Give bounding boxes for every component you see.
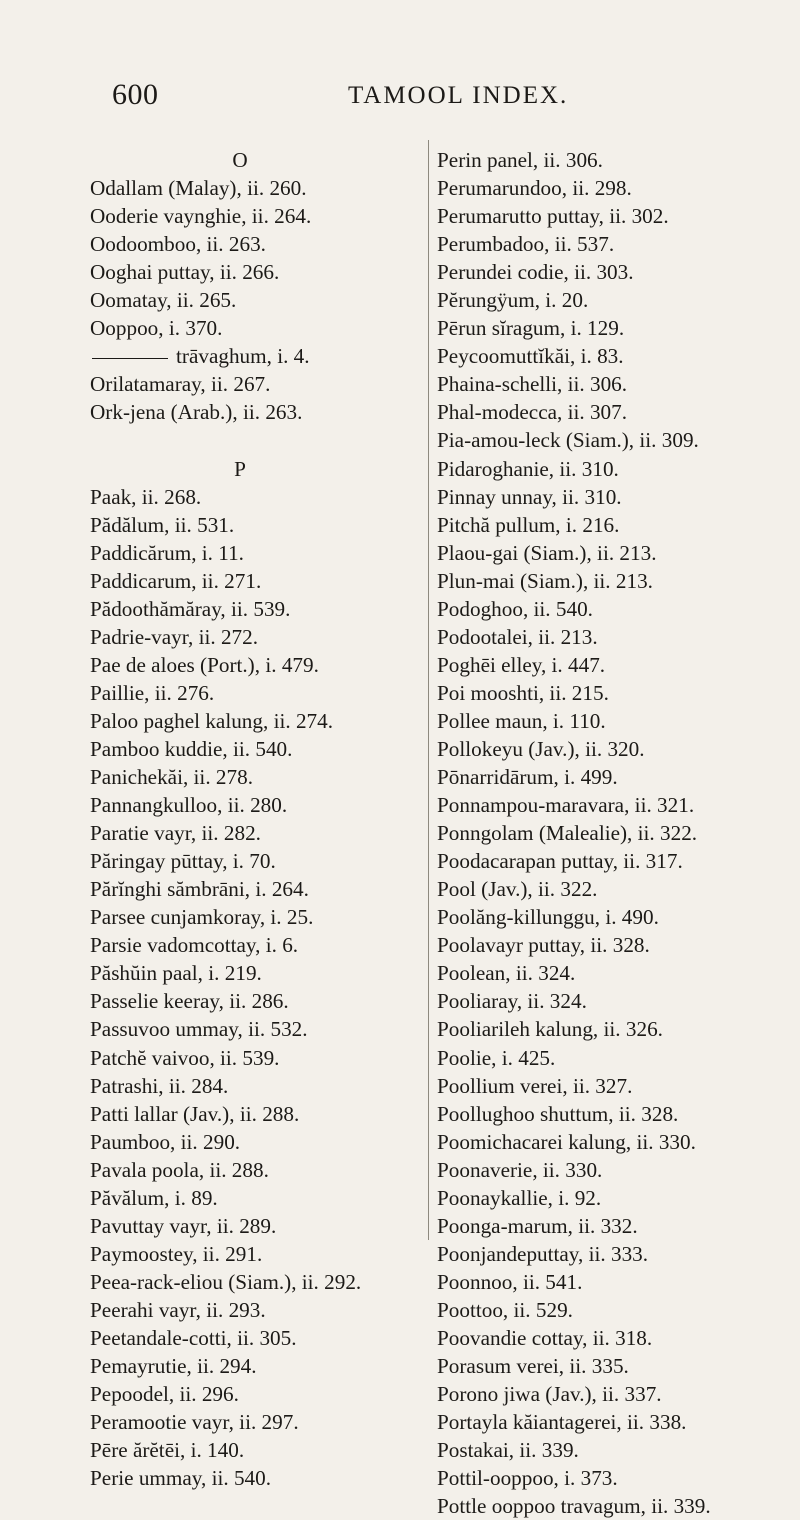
index-entry: Peramootie vayr, ii. 297. (90, 1410, 299, 1435)
index-entry: Passelie keeray, ii. 286. (90, 989, 289, 1014)
index-entry: Peerahi vayr, ii. 293. (90, 1297, 266, 1322)
index-entry: Parsee cunjamkoray, i. 25. (90, 905, 314, 930)
spacer (90, 426, 426, 454)
index-entry: Pannangkulloo, ii. 280. (90, 793, 288, 818)
index-entry: Poolie, i. 425. (437, 1045, 556, 1070)
index-entry: Poovandie cottay, ii. 318. (437, 1325, 653, 1350)
index-entry: Perumbadoo, ii. 537. (437, 232, 615, 257)
index-entry: Poonjandeputtay, ii. 333. (437, 1241, 649, 1266)
index-entry: Poghēi elley, i. 447. (437, 652, 606, 677)
index-entry: Păshŭin paal, i. 219. (90, 961, 262, 986)
index-entry: Ponngolam (Malealie), ii. 322. (437, 821, 698, 846)
index-entry: Patrashi, ii. 284. (90, 1073, 229, 1098)
index-entry: Paumboo, ii. 290. (90, 1129, 241, 1154)
index-entry: Pădălum, ii. 531. (90, 512, 235, 537)
index-entry: Peycoomuttĭkăi, i. 83. (437, 344, 624, 369)
index-entry: Porasum verei, ii. 335. (437, 1354, 629, 1379)
index-entry: Perundei codie, ii. 303. (437, 260, 634, 285)
index-entry: Oodoomboo, ii. 263. (90, 232, 266, 257)
index-entry: Pădoothămăray, ii. 539. (90, 596, 291, 621)
index-entry: Păringay pūttay, i. 70. (90, 849, 276, 874)
column-divider (428, 140, 429, 1240)
index-entry: Perumarundoo, ii. 298. (437, 176, 632, 201)
index-column-right (437, 146, 787, 1520)
index-entry: Paillie, ii. 276. (90, 680, 215, 705)
index-entry: Pepoodel, ii. 296. (90, 1382, 239, 1407)
index-entry: Pooliarileh kalung, ii. 326. (437, 1017, 663, 1042)
index-entry: Pool (Jav.), ii. 322. (437, 877, 598, 902)
index-entry: Ooderie vaynghie, ii. 264. (90, 204, 312, 229)
index-entry: Poolavayr puttay, ii. 328. (437, 933, 650, 958)
index-entry: Panichekăi, ii. 278. (90, 765, 253, 790)
index-entry: Parsie vadomcottay, i. 6. (90, 933, 299, 958)
index-entry: Pavuttay vayr, ii. 289. (90, 1213, 277, 1238)
index-entry: Pōnarridārum, i. 499. (437, 765, 618, 790)
index-entry: Poottoo, ii. 529. (437, 1297, 573, 1322)
index-entry: Phal-modecca, ii. 307. (437, 400, 628, 425)
index-entry: Paddicărum, i. 11. (90, 540, 244, 565)
index-entry: Poonaykallie, i. 92. (437, 1185, 602, 1210)
index-entry: Ponnampou-maravara, ii. 321. (437, 793, 695, 818)
index-entry: Phaina-schelli, ii. 306. (437, 372, 628, 397)
index-entry: Poi mooshti, ii. 215. (437, 680, 609, 705)
index-entry: Perie ummay, ii. 540. (90, 1466, 272, 1491)
index-entry: Păvălum, i. 89. (90, 1185, 218, 1210)
index-entry: Oomatay, ii. 265. (90, 288, 237, 313)
index-entry: Pooliaray, ii. 324. (437, 989, 587, 1014)
index-entry: Paak, ii. 268. (90, 484, 202, 509)
page-header (112, 78, 712, 118)
index-entry: Porono jiwa (Jav.), ii. 337. (437, 1382, 662, 1407)
index-entry: Pamboo kuddie, ii. 540. (90, 736, 293, 761)
index-entry: Poonga-marum, ii. 332. (437, 1213, 638, 1238)
index-entry: Pavala poola, ii. 288. (90, 1157, 269, 1182)
index-entry: Pinnay unnay, ii. 310. (437, 484, 622, 509)
index-entry: Ork-jena (Arab.), ii. 263. (90, 400, 303, 425)
index-entry: Paratie vayr, ii. 282. (90, 821, 261, 846)
index-entry-continuation (90, 342, 426, 370)
index-entry: Pemayrutie, ii. 294. (90, 1354, 257, 1379)
index-entry: Pērun sĭragum, i. 129. (437, 316, 625, 341)
index-entry: Podoghoo, ii. 540. (437, 596, 593, 621)
index-entry: Paymoostey, ii. 291. (90, 1241, 263, 1266)
index-entry: Portayla kăiantagerei, ii. 338. (437, 1410, 687, 1435)
index-entry: Pia-amou-leck (Siam.), ii. 309. (437, 428, 699, 453)
index-entry: Pidaroghanie, ii. 310. (437, 456, 619, 481)
index-entry: Paddicarum, ii. 271. (90, 568, 262, 593)
index-entry: Podootalei, ii. 213. (437, 624, 598, 649)
running-head: TAMOOL INDEX. (348, 82, 569, 109)
index-entry: Ooghai puttay, ii. 266. (90, 260, 280, 285)
index-entry: Poollughoo shuttum, ii. 328. (437, 1101, 679, 1126)
index-entry: Patti lallar (Jav.), ii. 288. (90, 1101, 300, 1126)
index-entry: Poomichacarei kalung, ii. 330. (437, 1129, 696, 1154)
index-column-left (90, 146, 426, 1492)
index-entry: Pitchă pullum, i. 216. (437, 512, 620, 537)
index-entry: Pollee maun, i. 110. (437, 708, 606, 733)
index-entry: Padrie-vayr, ii. 272. (90, 624, 259, 649)
index-entry: Poonaverie, ii. 330. (437, 1157, 603, 1182)
index-entry: Pottle ooppoo travagum, ii. 339. (437, 1494, 711, 1519)
index-entry: Peetandale-cotti, ii. 305. (90, 1325, 297, 1350)
index-entry: Poodacarapan puttay, ii. 317. (437, 849, 683, 874)
index-entry: Poonnoo, ii. 541. (437, 1269, 583, 1294)
section-letter: P (234, 456, 246, 481)
index-entry: Patchĕ vaivoo, ii. 539. (90, 1045, 280, 1070)
index-entry: Pottil-ooppoo, i. 373. (437, 1466, 618, 1491)
index-entry: Plaou-gai (Siam.), ii. 213. (437, 540, 657, 565)
index-entry: Părĭnghi sămbrāni, i. 264. (90, 877, 309, 902)
index-entry: Peea-rack-eliou (Siam.), ii. 292. (90, 1269, 362, 1294)
index-entry: Perumarutto puttay, ii. 302. (437, 204, 669, 229)
ditto-dash (92, 358, 168, 359)
index-entry: Poolăng-killunggu, i. 490. (437, 905, 659, 930)
section-letter: O (232, 148, 248, 172)
page-number: 600 (112, 78, 159, 111)
index-entry: Perin panel, ii. 306. (437, 148, 603, 172)
index-entry: Pēre ărĕtēi, i. 140. (90, 1438, 245, 1463)
index-entry: Odallam (Malay), ii. 260. (90, 176, 307, 201)
index-entry: Poollium verei, ii. 327. (437, 1073, 633, 1098)
entry-text: trāvaghum, i. 4. (176, 344, 310, 369)
index-entry: Passuvoo ummay, ii. 532. (90, 1017, 308, 1042)
index-entry: Pĕrungÿum, i. 20. (437, 288, 589, 313)
index-entry: Postakai, ii. 339. (437, 1438, 579, 1463)
index-entry: Paloo paghel kalung, ii. 274. (90, 708, 334, 733)
index-entry: Orilatamaray, ii. 267. (90, 372, 271, 397)
index-entry: Plun-mai (Siam.), ii. 213. (437, 568, 653, 593)
index-entry: Poolean, ii. 324. (437, 961, 576, 986)
index-entry: Pollokeyu (Jav.), ii. 320. (437, 736, 645, 761)
index-entry: Pae de aloes (Port.), i. 479. (90, 652, 319, 677)
index-entry: Ooppoo, i. 370. (90, 316, 223, 341)
